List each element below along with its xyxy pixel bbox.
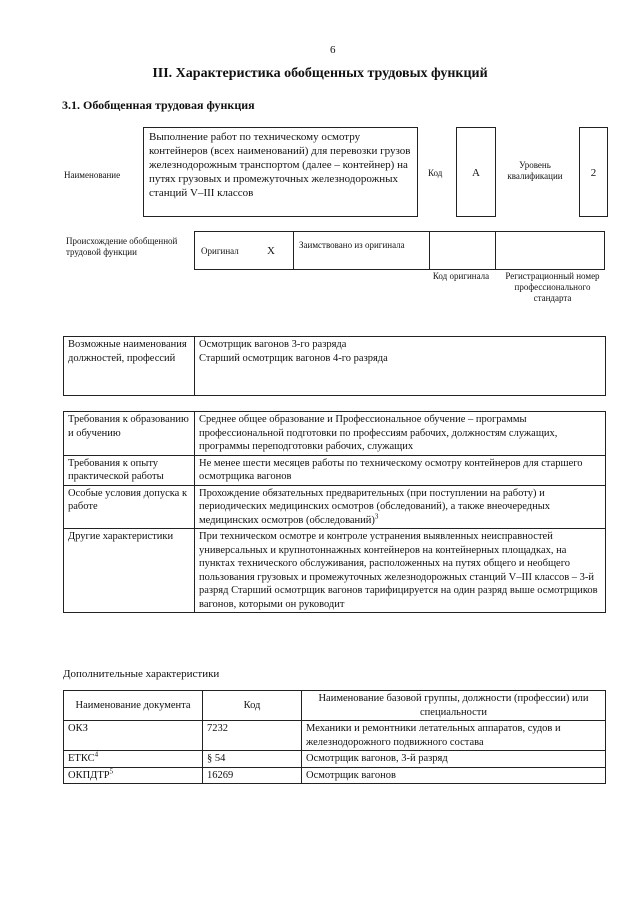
name-cell: Осмотрщик вагонов <box>302 767 606 784</box>
level-box <box>579 127 608 217</box>
experience-value: Не менее шести месяцев работы по техническому осмотру контейнеров для старшего осмотрщика вагонов <box>195 455 606 485</box>
doc-cell <box>64 721 203 751</box>
footnote-mark: 4 <box>94 750 99 759</box>
education-label: Требования к образованию и обучению <box>64 412 195 456</box>
header-doc: Наименование документа <box>64 691 203 721</box>
divider <box>429 232 430 269</box>
doc-name: ОКПДТР <box>68 769 110 781</box>
name-cell: Осмотрщик вагонов, 3-й разряд <box>302 751 606 768</box>
admission-cell <box>195 485 606 529</box>
code-cell: § 54 <box>203 751 302 768</box>
level-label: Уровень квалификации <box>507 160 563 181</box>
position-item: Старший осмотрщик вагонов 4-го разряда <box>199 352 388 364</box>
table-row <box>64 751 606 768</box>
doc-cell <box>64 751 203 768</box>
other-value: При техническом осмотре и контроле устранения выявленных неисправностей универсальных и крупнотоннажных контейнеров на контейнерных площадках, на пунктах технического обслуживания, расположенных на путях общего и необщего пользования грузовых и промежуточных железнодорожных станций V–III классов – 3-й разряд Старший осмотрщик вагонов тарифицируется на один разряд выше осмотрщиков вагонов, которыми он руководит <box>195 529 606 613</box>
doc-name: ОКЗ <box>68 723 88 734</box>
page-number: 6 <box>330 44 336 56</box>
reg-number-caption: Регистрационный номер профессионального стандарта <box>505 271 600 303</box>
code-box <box>456 127 496 217</box>
education-value: Среднее общее образование и Профессиональное обучение – программы профессиональной подготовки по профессиям рабочих, должностям служащих, программы переподготовки рабочих, служащих <box>195 412 606 456</box>
position-item: Осмотрщик вагонов 3-го разряда <box>199 339 347 350</box>
level-value: 2 <box>590 167 597 179</box>
original-mark: X <box>267 245 275 257</box>
code-original-caption: Код оригинала <box>432 271 490 281</box>
origin-table <box>194 231 605 270</box>
doc-cell <box>64 767 203 784</box>
subsection-title: 3.1. Обобщенная трудовая функция <box>62 98 255 112</box>
divider <box>293 232 294 269</box>
name-value: Выполнение работ по техническому осмотру контейнеров (всех наименований) для перевозки грузов железнодорожным транспортом (далее – контейнер) на путях грузовых и промежуточных железнодорожных станций V–III классов <box>143 127 418 217</box>
positions-table <box>63 336 606 396</box>
name-label: Наименование <box>64 170 121 180</box>
origin-label: Происхождение обобщенной трудовой функции <box>66 236 178 257</box>
borrowed-label: Заимствовано из оригинала <box>299 240 405 250</box>
code-value: A <box>472 167 480 179</box>
code-cell: 16269 <box>203 767 302 784</box>
admission-value: Прохождение обязательных предварительных (при поступлении на работу) и периодических медицинских осмотров (обследований), а также внеочередных медицинских осмотров (обследований) <box>199 487 551 526</box>
divider <box>495 232 496 269</box>
table-row <box>64 767 606 784</box>
section-title: III. Характеристика обобщенных трудовых функций <box>152 66 488 81</box>
name-cell: Механики и ремонтники летательных аппаратов, судов и железнодорожного подвижного состава <box>302 721 606 751</box>
code-cell: 7232 <box>203 721 302 751</box>
positions-values <box>195 337 606 396</box>
experience-label: Требования к опыту практической работы <box>64 455 195 485</box>
footnote-mark: 3 <box>374 512 379 520</box>
additional-table <box>63 690 606 784</box>
code-label: Код <box>428 168 443 178</box>
requirements-table <box>63 411 606 613</box>
original-label: Оригинал <box>201 246 239 256</box>
additional-title: Дополнительные характеристики <box>63 668 220 680</box>
positions-label: Возможные наименования должностей, профессий <box>64 337 195 396</box>
header-name: Наименование базовой группы, должности (профессии) или специальности <box>302 691 606 721</box>
table-row <box>64 721 606 751</box>
header-code: Код <box>203 691 302 721</box>
doc-name: ЕТКС <box>68 753 95 764</box>
footnote-mark: 5 <box>109 767 114 775</box>
other-label: Другие характеристики <box>64 529 195 613</box>
admission-label: Особые условия допуска к работе <box>64 485 195 529</box>
